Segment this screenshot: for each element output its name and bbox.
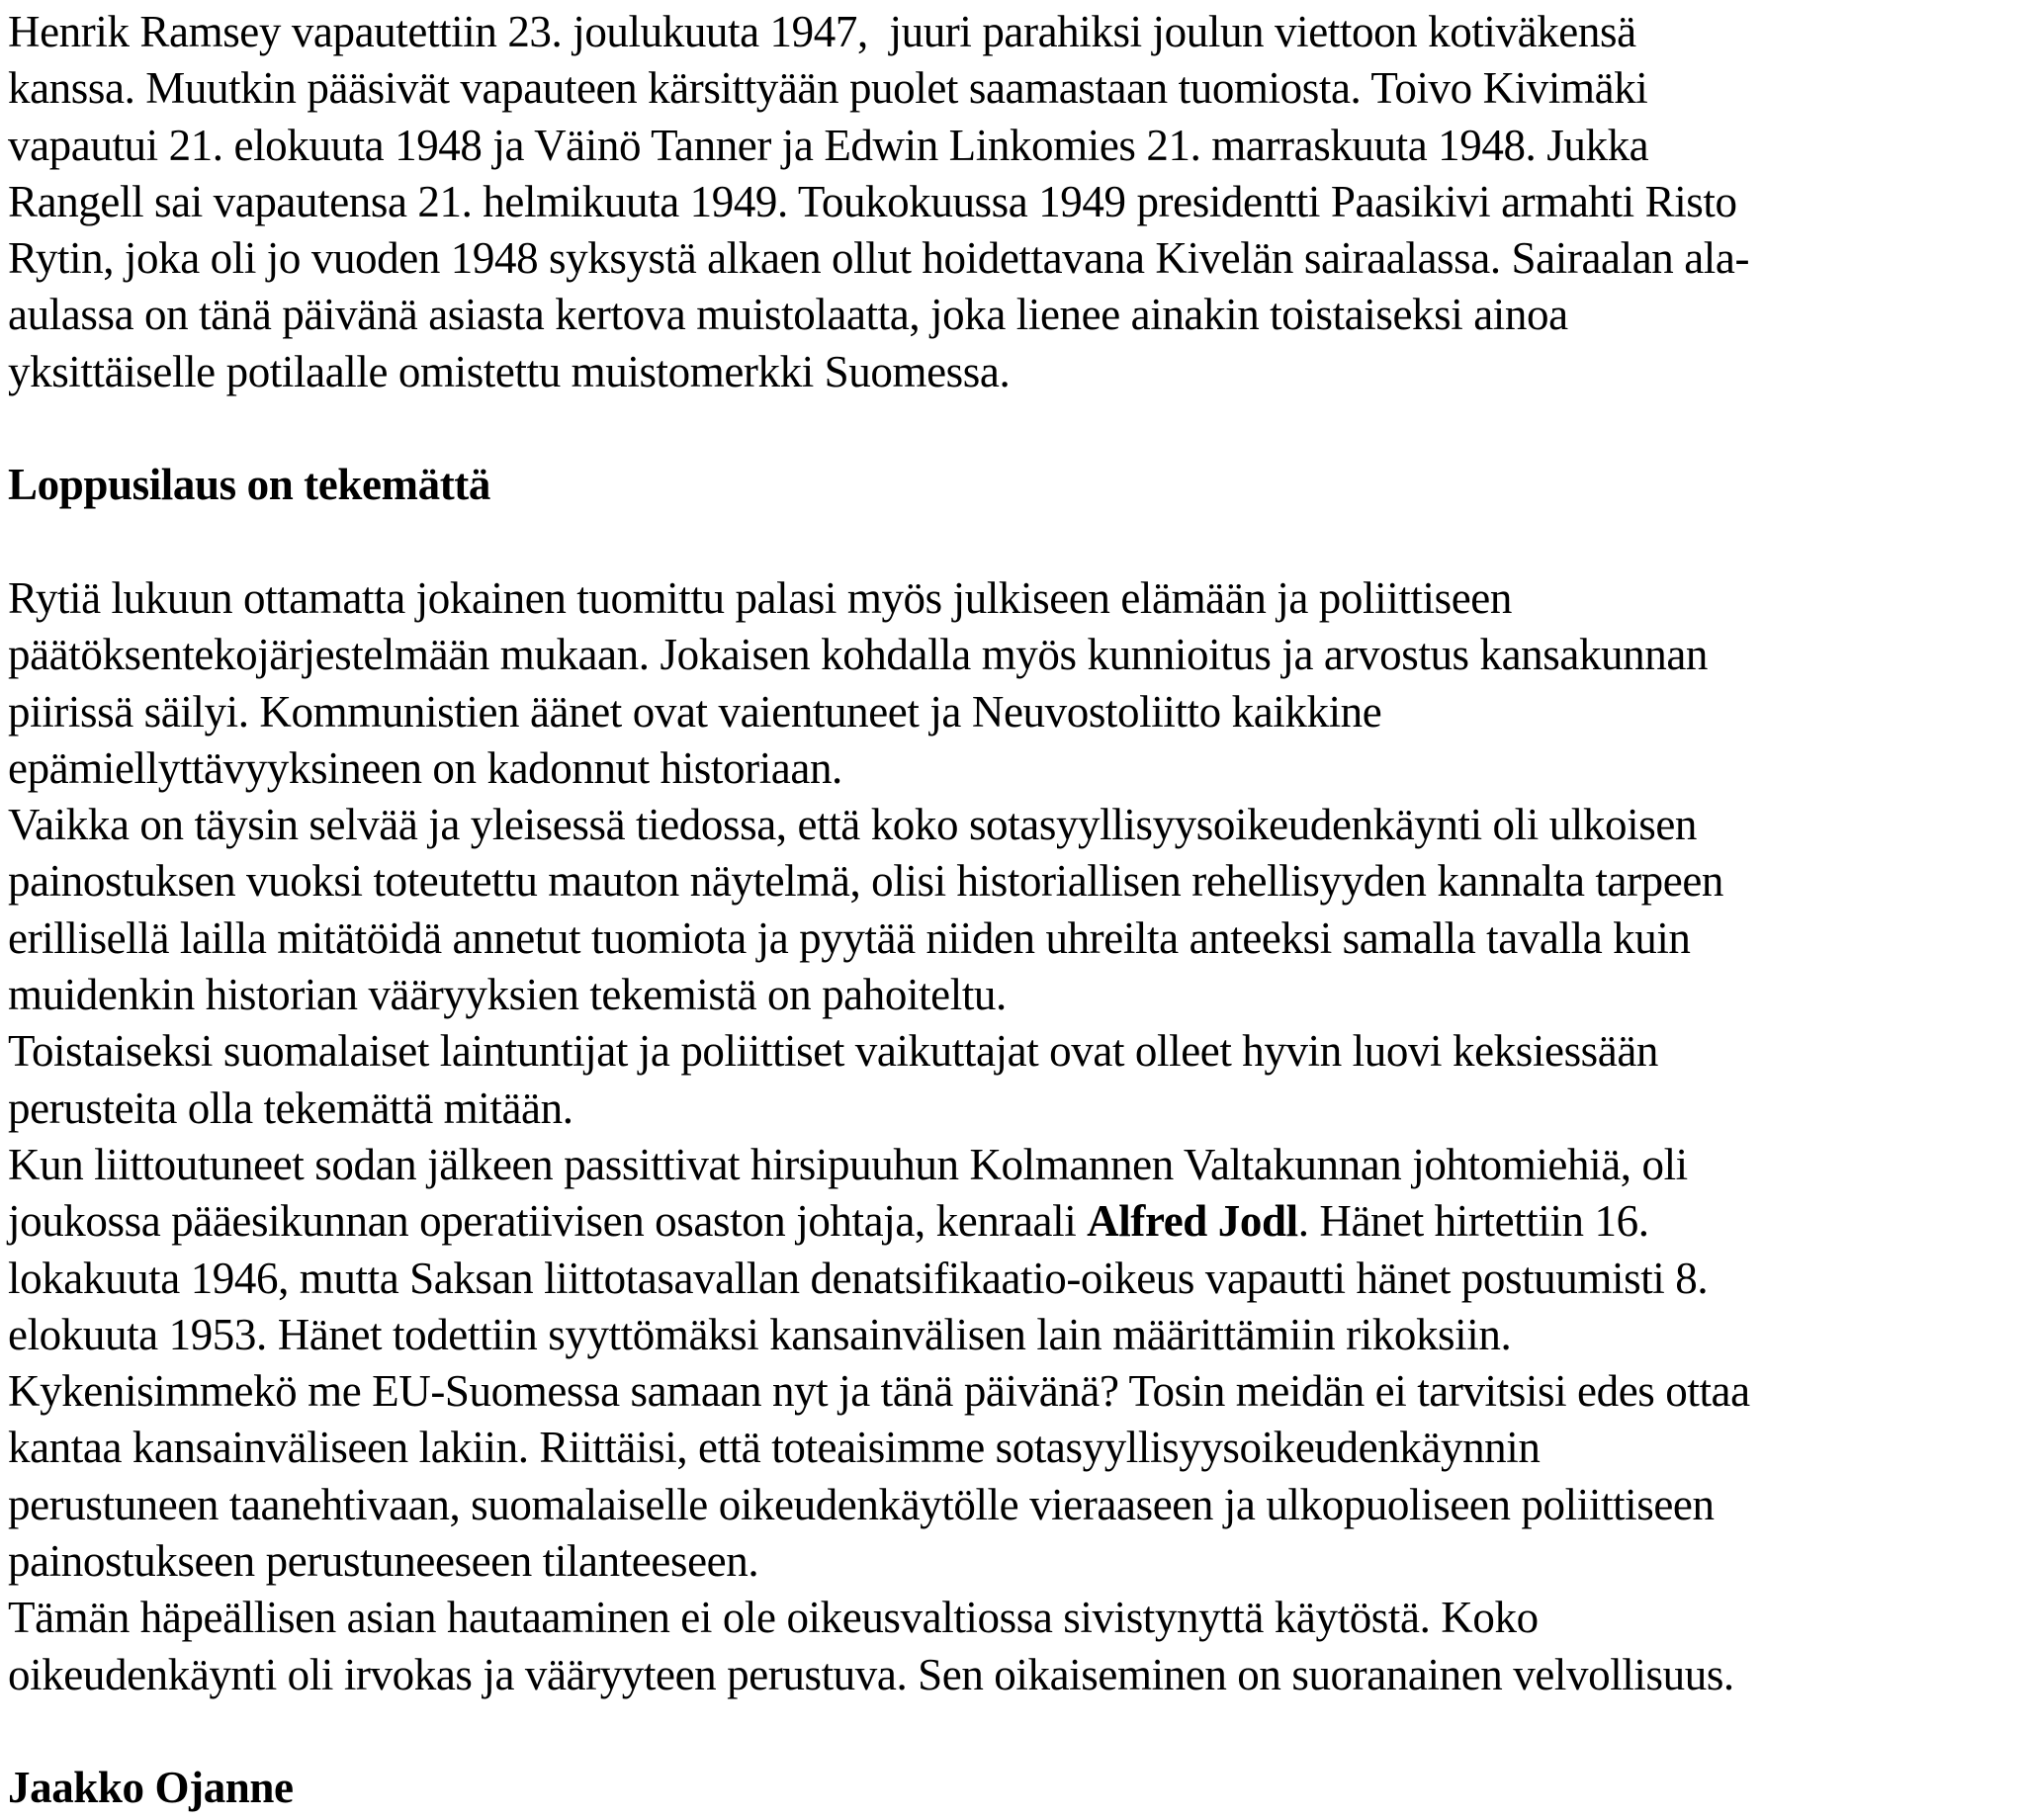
text-line: [8, 967, 2017, 1023]
text-line: [8, 1023, 2017, 1080]
text-segment: Rytiä lukuun ottamatta jokainen tuomittu palasi myös julkiseen elämään ja poliittiseen: [8, 572, 1512, 623]
text-segment: joukossa pääesikunnan operatiivisen osaston johtaja, kenraali: [8, 1196, 1088, 1247]
bold-text-segment: Alfred Jodl: [1087, 1196, 1298, 1247]
text-segment: lokakuuta 1946, mutta Saksan liittotasavallan denatsifikaatio-oikeus vapautti hänet postuumisti 8.: [8, 1253, 1709, 1303]
text-line: [8, 174, 2017, 230]
text-line: [8, 684, 2017, 740]
text-line: [8, 1137, 2017, 1193]
text-segment: . Hänet hirtettiin 16.: [1297, 1196, 1649, 1247]
text-line: [8, 1533, 2017, 1590]
blank-line: [8, 1703, 2017, 1760]
text-segment: Toistaiseksi suomalaiset laintuntijat ja poliittiset vaikuttajat ovat olleet hyvin luovi keksiessään: [8, 1026, 1659, 1077]
text-line: [8, 1647, 2017, 1703]
text-segment: päätöksentekojärjestelmään mukaan. Jokaisen kohdalla myös kunnioitus ja arvostus kansakunnan: [8, 630, 1709, 680]
text-line: [8, 1420, 2017, 1476]
paragraph-conclusion: [8, 570, 2017, 1703]
text-segment: Vaikka on täysin selvää ja yleisessä tiedossa, että koko sotasyyllisyysoikeudenkäynti oli ulkoisen: [8, 800, 1698, 850]
text-segment: yksittäiselle potilaalle omistettu muistomerkki Suomessa.: [8, 346, 1011, 396]
text-line: [8, 910, 2017, 967]
text-segment: epämiellyttävyyksineen on kadonnut historiaan.: [8, 742, 842, 793]
text-line: [8, 287, 2017, 343]
text-segment: Kun liittoutuneet sodan jälkeen passittivat hirsipuuhun Kolmannen Valtakunnan johtomiehiä, oli: [8, 1139, 1688, 1189]
text-segment: vapautui 21. elokuuta 1948 ja Väinö Tanner ja Edwin Linkomies 21. marraskuuta 1948. Jukka: [8, 120, 1649, 170]
text-line: [8, 230, 2017, 287]
text-segment: aulassa on tänä päivänä asiasta kertova muistolaatta, joka lienee ainakin toistaiseksi ainoa: [8, 290, 1568, 340]
text-line: [8, 1081, 2017, 1137]
signature-author-name: Jaakko Ojanne: [8, 1763, 294, 1813]
text-line: [8, 344, 2017, 400]
text-segment: oikeudenkäynti oli irvokas ja vääryyteen perustuva. Sen oikaiseminen on suoranainen velvollisuus.: [8, 1649, 1734, 1699]
text-segment: painostukseen perustuneeseen tilanteeseen.: [8, 1536, 759, 1587]
text-segment: Tämän häpeällisen asian hautaaminen ei ole oikeusvaltiossa sivistynyttä käytöstä. Koko: [8, 1593, 1539, 1643]
text-line: [8, 1477, 2017, 1533]
text-segment: kantaa kansainväliseen lakiin. Riittäisi, että toteaisimme sotasyyllisyysoikeudenkäynnin: [8, 1423, 1541, 1473]
text-segment: Henrik Ramsey vapautettiin 23. joulukuuta 1947, juuri parahiksi joulun viettoon kotiväkensä: [8, 7, 1636, 56]
text-line: [8, 1590, 2017, 1646]
text-line: [8, 60, 2017, 117]
text-line: [8, 4, 2017, 60]
text-line: [8, 853, 2017, 910]
blank-line: [8, 514, 2017, 570]
text-segment: Rytin, joka oli jo vuoden 1948 syksystä alkaen ollut hoidettavana Kivelän sairaalassa. Sairaalan ala-: [8, 233, 1750, 284]
text-segment: Kykenisimmekö me EU-Suomessa samaan nyt ja tänä päivänä? Tosin meidän ei tarvitsisi edes ottaa: [8, 1366, 1750, 1417]
text-segment: piirissä säilyi. Kommunistien äänet ovat vaientuneet ja Neuvostoliitto kaikkine: [8, 686, 1382, 737]
text-line: [8, 1307, 2017, 1363]
text-line: [8, 740, 2017, 797]
text-segment: elokuuta 1953. Hänet todettiin syyttömäksi kansainvälisen lain määrittämiin rikoksiin.: [8, 1309, 1512, 1359]
paragraph-release-dates: [8, 4, 2017, 400]
text-line: [8, 797, 2017, 853]
blank-line: [8, 400, 2017, 457]
text-line: [8, 570, 2017, 627]
text-line: [8, 1251, 2017, 1307]
text-line: [8, 1363, 2017, 1420]
text-segment: Rangell sai vapautensa 21. helmikuuta 1949. Toukokuussa 1949 presidentti Paasikivi armahti Risto: [8, 176, 1737, 226]
text-line: [8, 627, 2017, 683]
text-line: [8, 118, 2017, 174]
text-segment: kanssa. Muutkin pääsivät vapauteen kärsittyään puolet saamastaan tuomiosta. Toivo Kivimäki: [8, 63, 1648, 114]
text-segment: perustuneen taanehtivaan, suomalaiselle oikeudenkäytölle vieraaseen ja ulkopuoliseen poliittiseen: [8, 1479, 1715, 1529]
text-segment: painostuksen vuoksi toteutettu mauton näytelmä, olisi historiallisen rehellisyyden kannalta tarpeen: [8, 856, 1724, 907]
text-segment: muidenkin historian vääryyksien tekemistä on pahoiteltu.: [8, 970, 1007, 1020]
text-segment: perusteita olla tekemättä mitään.: [8, 1083, 573, 1133]
text-line: [8, 1193, 2017, 1250]
section-heading: Loppusilaus on tekemättä: [8, 460, 490, 510]
text-segment: erillisellä lailla mitätöidä annetut tuomiota ja pyytää niiden uhreilta anteeksi samalla tavalla kuin: [8, 912, 1691, 963]
